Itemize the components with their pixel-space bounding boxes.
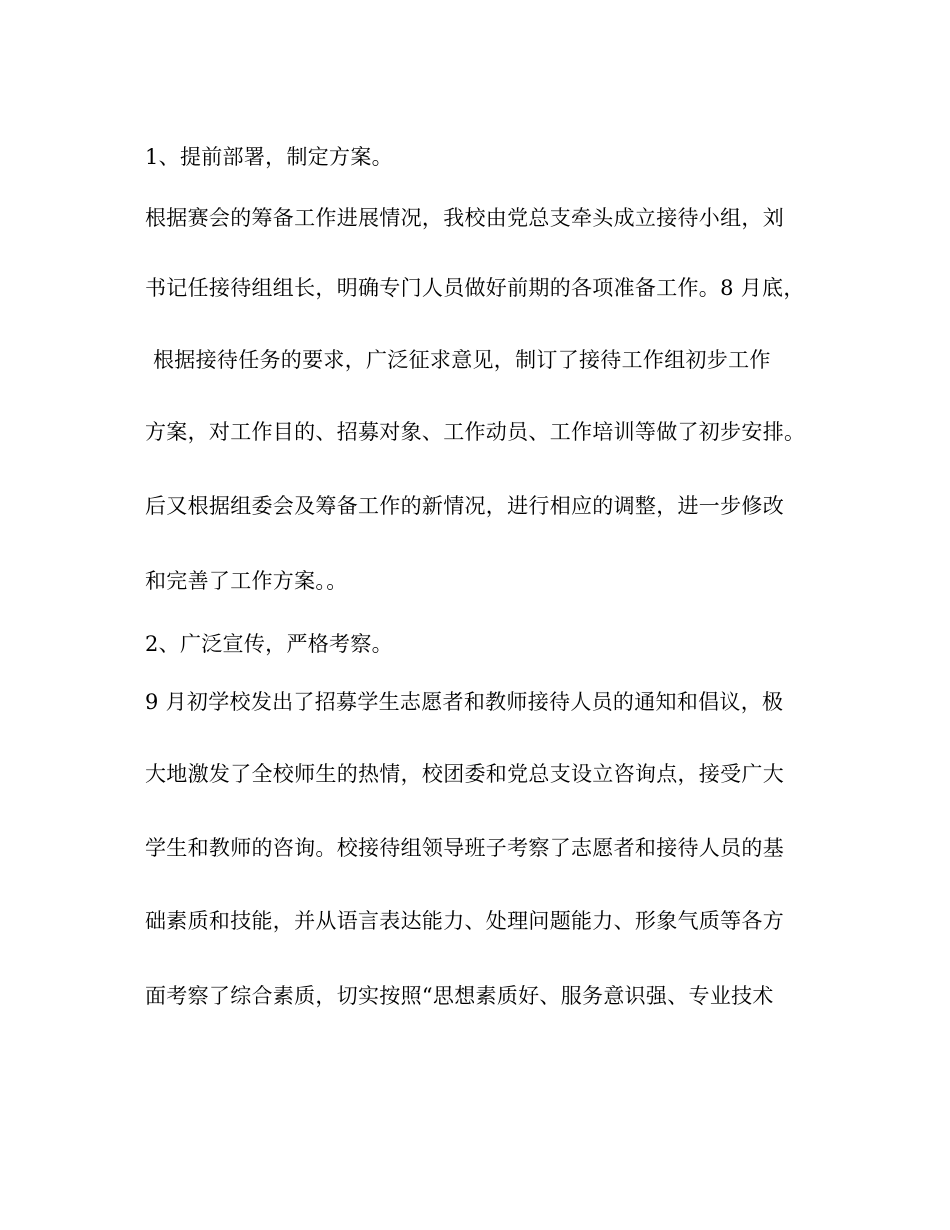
heading-section-2: 2、广泛宣传，严格考察。 — [145, 632, 393, 656]
paragraph-line: 9 月初学校发出了招募学生志愿者和教师接待人员的通知和倡议，极 — [145, 690, 784, 714]
paragraph-line: 书记任接待组组长，明确专门人员做好前期的各项准备工作。8 月底， — [145, 276, 805, 300]
paragraph-line: 大地激发了全校师生的热情，校团委和党总支设立咨询点，接受广大 — [145, 762, 784, 786]
paragraph-line: 根据赛会的筹备工作进展情况，我校由党总支牵头成立接待小组，刘 — [145, 206, 784, 230]
heading-section-1: 1、提前部署，制定方案。 — [145, 145, 393, 169]
paragraph-line: 后又根据组委会及筹备工作的新情况，进行相应的调整，进一步修改 — [145, 494, 784, 518]
paragraph-line: 础素质和技能，并从语言表达能力、处理问题能力、形象气质等各方 — [145, 909, 784, 933]
paragraph-line: 和完善了工作方案。。 — [145, 569, 348, 593]
paragraph-line: 方案，对工作目的、招募对象、工作动员、工作培训等做了初步安排。 — [145, 420, 806, 444]
paragraph-line: 面考察了综合素质，切实按照“思想素质好、服务意识强、专业技术 — [145, 984, 774, 1008]
paragraph-line: 学生和教师的咨询。校接待组领导班子考察了志愿者和接待人员的基 — [145, 836, 784, 860]
paragraph-line: 根据接待任务的要求，广泛征求意见，制订了接待工作组初步工作 — [153, 348, 771, 372]
